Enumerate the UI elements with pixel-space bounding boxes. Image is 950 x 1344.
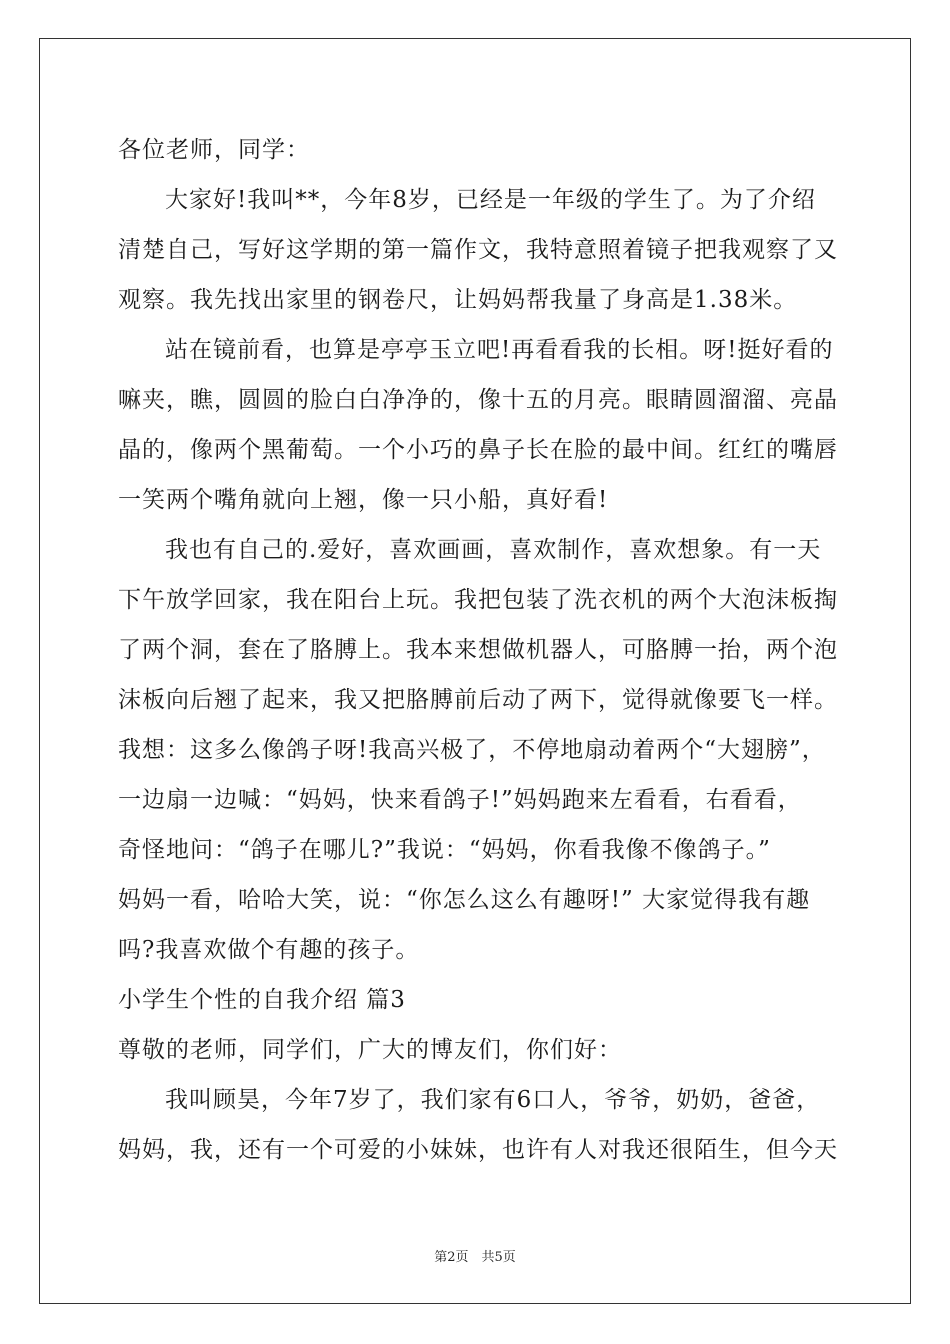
salutation: 尊敬的老师，同学们，广大的博友们，你们好： xyxy=(118,1037,622,1063)
paragraph-line: 下午放学回家，我在阳台上玩。我把包装了洗衣机的两个大泡沫板掏 xyxy=(118,587,838,613)
paragraph-line: 嘛夹，瞧，圆圆的脸白白净净的，像十五的月亮。眼睛圆溜溜、亮晶 xyxy=(118,387,838,413)
section-heading: 小学生个性的自我介绍 篇3 xyxy=(118,987,406,1013)
paragraph-line: 妈妈，我，还有一个可爱的小妹妹，也许有人对我还很陌生，但今天 xyxy=(118,1137,838,1163)
paragraph-line: 妈妈一看，哈哈大笑，说：“你怎么这么有趣呀!” 大家觉得我有趣 xyxy=(118,887,811,913)
paragraph-line: 沫板向后翘了起来，我又把胳膊前后动了两下，觉得就像要飞一样。 xyxy=(118,687,838,713)
page-footer: 第2页 共5页 xyxy=(434,1250,516,1265)
paragraph-line: 观察。我先找出家里的钢卷尺，让妈妈帮我量了身高是1.38米。 xyxy=(118,287,798,313)
paragraph-line: 站在镜前看，也算是亭亭玉立吧!再看看我的长相。呀!挺好看的 xyxy=(165,337,834,363)
paragraph-line: 了两个洞，套在了胳膊上。我本来想做机器人，可胳膊一抬，两个泡 xyxy=(118,637,838,663)
paragraph-line: 奇怪地问：“鸽子在哪儿?”我说：“妈妈，你看我像不像鸽子。” xyxy=(118,837,771,863)
paragraph-line: 一笑两个嘴角就向上翘，像一只小船，真好看! xyxy=(118,487,609,513)
paragraph-line: 我想：这多么像鸽子呀!我高兴极了，不停地扇动着两个“大翅膀”， xyxy=(118,737,826,763)
paragraph-line: 我也有自己的.爱好，喜欢画画，喜欢制作，喜欢想象。有一天 xyxy=(165,537,822,563)
paragraph-line: 大家好!我叫**，今年8岁，已经是一年级的学生了。为了介绍 xyxy=(165,187,816,213)
paragraph-line: 清楚自己，写好这学期的第一篇作文，我特意照着镜子把我观察了又 xyxy=(118,237,838,263)
paragraph-line: 晶的，像两个黑葡萄。一个小巧的鼻子长在脸的最中间。红红的嘴唇 xyxy=(118,437,838,463)
paragraph-line: 我叫顾昊，今年7岁了，我们家有6口人，爷爷，奶奶，爸爸， xyxy=(165,1087,821,1113)
paragraph-line: 一边扇一边喊：“妈妈，快来看鸽子!”妈妈跑来左看看，右看看， xyxy=(118,787,802,813)
paragraph-line: 吗?我喜欢做个有趣的孩子。 xyxy=(118,937,420,963)
salutation: 各位老师，同学： xyxy=(118,137,310,163)
